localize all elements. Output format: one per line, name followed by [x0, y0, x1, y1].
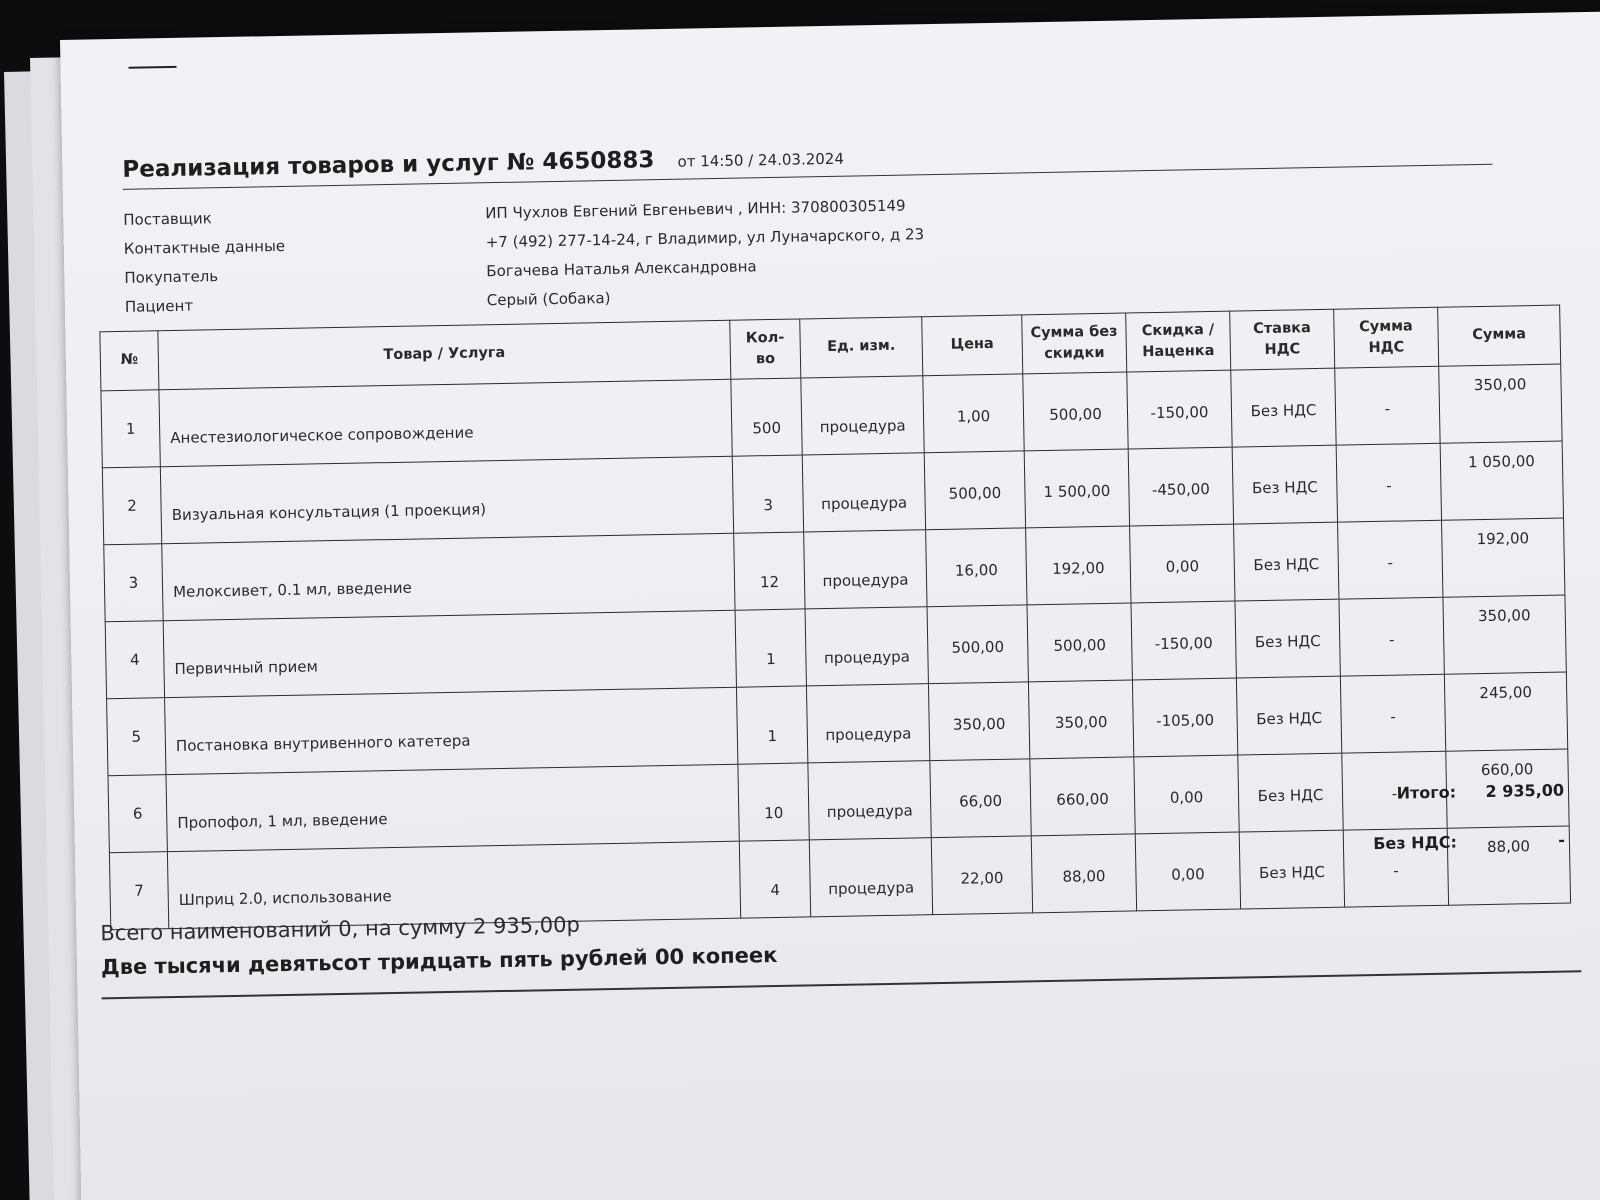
title-text: Реализация товаров и услуг № 4650883	[122, 147, 655, 183]
row-vat-sum: -	[1336, 443, 1441, 522]
row-qty: 3	[732, 455, 803, 533]
row-sum-no-discount: 660,00	[1030, 757, 1135, 836]
info-label: Покупатель	[124, 267, 219, 287]
row-price: 500,00	[927, 605, 1028, 684]
row-sum-no-discount: 1 500,00	[1024, 449, 1129, 528]
header-line: Сумма	[1359, 318, 1413, 336]
info-value: +7 (492) 277-14-24, г Владимир, ул Луначарского, д 23	[485, 225, 925, 252]
row-vat-rate: Без НДС	[1235, 599, 1340, 678]
row-num: 7	[109, 852, 168, 930]
vat-value: -	[1558, 830, 1566, 850]
col-header-unit: Ед. изм.	[800, 317, 923, 378]
col-header-num: №	[100, 331, 159, 391]
row-unit: процедура	[809, 838, 932, 917]
row-unit: процедура	[806, 684, 929, 763]
header-line: НДС	[1368, 339, 1405, 357]
amount-in-words: Две тысячи девятьсот тридцать пять рублей 00 копеек	[100, 943, 778, 980]
row-name: Постановка внутривенного катетера	[165, 687, 738, 774]
row-vat-sum: -	[1335, 366, 1440, 445]
invoice-sheet	[60, 10, 1600, 1200]
col-header-name: Товар / Услуга	[158, 320, 731, 389]
row-discount: 0,00	[1135, 832, 1240, 911]
row-sum-no-discount: 500,00	[1027, 603, 1132, 682]
info-row-buyer	[124, 257, 757, 294]
header-line: Скидка /	[1141, 321, 1215, 340]
row-name: Анестезиологическое сопровождение	[159, 379, 732, 466]
row-price: 1,00	[923, 374, 1024, 453]
row-qty: 12	[734, 532, 805, 610]
pen-dash-mark	[129, 66, 177, 69]
row-name: Пропофол, 1 мл, введение	[166, 764, 739, 851]
header-line: Наценка	[1142, 342, 1215, 361]
row-total: 350,00	[1439, 364, 1562, 443]
row-qty: 1	[735, 609, 806, 687]
row-vat-sum: -	[1338, 520, 1443, 599]
row-name: Шприц 2.0, использование	[167, 841, 740, 928]
row-unit: процедура	[808, 761, 931, 840]
col-header-sum-no-discount	[1022, 313, 1127, 374]
row-total: 192,00	[1442, 518, 1565, 597]
col-header-price: Цена	[922, 315, 1023, 376]
row-discount: -450,00	[1128, 447, 1233, 526]
col-header-total: Сумма	[1438, 305, 1561, 366]
row-num: 5	[107, 698, 166, 776]
row-total: 88,00	[1447, 826, 1570, 905]
row-vat-sum: -	[1343, 828, 1448, 907]
row-vat-rate: Без НДС	[1239, 830, 1344, 909]
total-row	[1204, 781, 1565, 838]
row-vat-rate: Без НДС	[1238, 753, 1343, 832]
row-vat-sum: -	[1340, 674, 1445, 753]
header-line: Ставка	[1253, 320, 1311, 338]
row-price: 16,00	[926, 528, 1027, 607]
row-sum-no-discount: 350,00	[1028, 680, 1133, 759]
row-num: 4	[105, 621, 164, 699]
info-value: ИП Чухлов Евгений Евгеньевич , ИНН: 370800305149	[485, 196, 906, 223]
row-qty: 4	[739, 840, 810, 918]
row-vat-rate: Без НДС	[1236, 676, 1341, 755]
info-label: Пациент	[124, 296, 194, 316]
header-line: скидки	[1044, 344, 1105, 363]
row-discount: -105,00	[1132, 678, 1237, 757]
row-total: 350,00	[1443, 595, 1566, 674]
info-label: Контактные данные	[123, 236, 286, 258]
row-discount: 0,00	[1130, 524, 1235, 603]
row-qty: 1	[736, 686, 807, 764]
items-count-text: Всего наименований 0, на сумму 2 935,00р	[100, 912, 581, 946]
col-header-qty: Кол-во	[730, 319, 801, 379]
row-price: 500,00	[924, 451, 1025, 530]
row-total: 660,00	[1446, 749, 1569, 828]
row-sum-no-discount: 500,00	[1023, 372, 1128, 451]
info-label: Поставщик	[123, 209, 212, 229]
row-vat-sum: -	[1342, 751, 1447, 830]
row-unit: процедура	[804, 530, 927, 609]
header-line: НДС	[1264, 341, 1301, 358]
row-name: Первичный прием	[163, 610, 736, 697]
info-row-patient	[124, 288, 611, 323]
info-row-contacts	[123, 225, 925, 265]
col-header-vat-rate	[1230, 309, 1335, 370]
totals-block	[1204, 781, 1566, 888]
total-value: 2 935,00	[1485, 780, 1565, 802]
col-header-discount	[1126, 311, 1231, 372]
row-discount: -150,00	[1127, 370, 1232, 449]
row-num: 2	[102, 467, 161, 545]
row-name: Визуальная консультация (1 проекция)	[160, 456, 733, 543]
info-row-supplier	[123, 196, 906, 236]
party-info	[123, 196, 925, 323]
document-date: от 14:50 / 24.03.2024	[677, 149, 845, 171]
vat-label: Без НДС:	[1373, 832, 1458, 854]
row-vat-rate: Без НДС	[1231, 368, 1336, 447]
row-name: Мелоксивет, 0.1 мл, введение	[162, 533, 735, 620]
row-price: 22,00	[931, 836, 1032, 915]
row-vat-rate: Без НДС	[1234, 522, 1339, 601]
row-price: 66,00	[930, 759, 1031, 838]
header-line: Сумма без	[1030, 323, 1118, 342]
row-unit: процедура	[801, 376, 924, 455]
info-value: Серый (Собака)	[486, 288, 611, 310]
row-unit: процедура	[805, 607, 928, 686]
col-header-vat-sum	[1334, 307, 1439, 368]
row-num: 3	[104, 544, 163, 622]
row-unit: процедура	[802, 453, 925, 532]
row-num: 1	[101, 390, 160, 468]
info-value: Богачева Наталья Александровна	[486, 257, 757, 281]
row-vat-sum: -	[1339, 597, 1444, 676]
row-price: 350,00	[928, 682, 1029, 761]
row-sum-no-discount: 192,00	[1026, 526, 1131, 605]
row-sum-no-discount: 88,00	[1031, 834, 1136, 913]
row-total: 1 050,00	[1440, 441, 1563, 520]
row-qty: 10	[738, 763, 809, 841]
vat-row	[1205, 831, 1566, 888]
row-discount: 0,00	[1134, 755, 1239, 834]
row-discount: -150,00	[1131, 601, 1236, 680]
row-num: 6	[108, 775, 167, 853]
row-vat-rate: Без НДС	[1232, 445, 1337, 524]
total-label: Итого:	[1396, 782, 1457, 803]
row-qty: 500	[731, 378, 802, 456]
row-total: 245,00	[1444, 672, 1567, 751]
summary-block	[100, 909, 777, 979]
